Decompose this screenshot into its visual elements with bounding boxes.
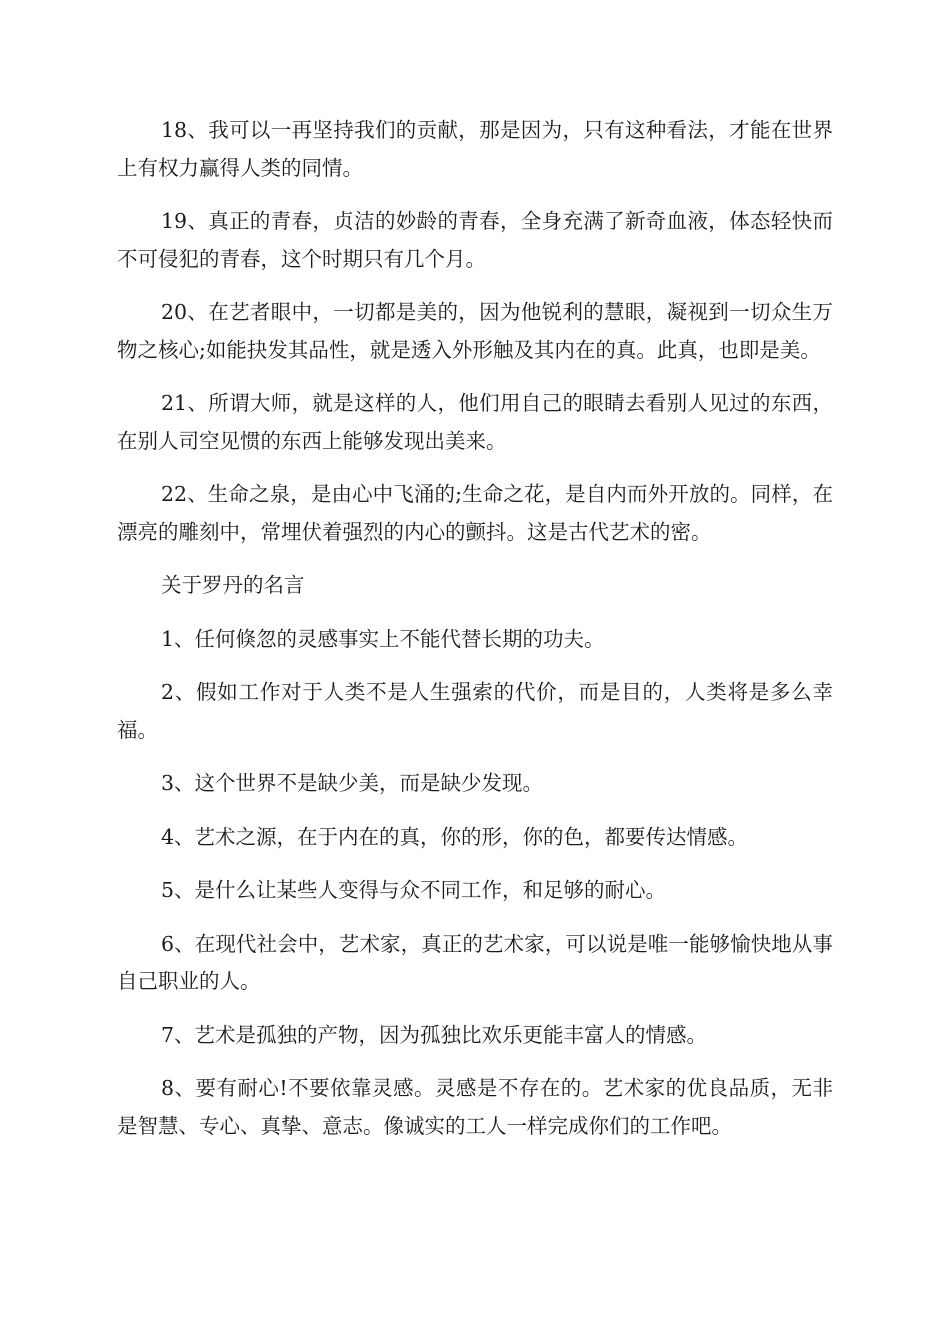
quote-paragraph-5: 5、是什么让某些人变得与众不同工作，和足够的耐心。 [161, 878, 667, 902]
section-heading: 关于罗丹的名言 [161, 573, 305, 597]
quote-paragraph-2: 2、假如工作对于人类不是人生强索的代价，而是目的，人类将是多么幸福。 [117, 680, 833, 742]
quote-paragraph-18: 18、我可以一再坚持我们的贡献，那是因为，只有这种看法，才能在世界上有权力赢得人类的同情。 [117, 118, 833, 180]
quote-paragraph-6: 6、在现代社会中，艺术家，真正的艺术家，可以说是唯一能够愉快地从事自己职业的人。 [117, 931, 833, 993]
quote-paragraph-7: 7、艺术是孤独的产物，因为孤独比欢乐更能丰富人的情感。 [161, 1022, 708, 1047]
quote-paragraph-4: 4、艺术之源，在于内在的真，你的形，你的色，都要传达情感。 [161, 824, 749, 849]
quote-paragraph-20: 20、在艺者眼中，一切都是美的，因为他锐利的慧眼，凝视到一切众生万物之核心;如能抉发其品性，就是透入外形触及其内在的真。此真，也即是美。 [117, 300, 833, 362]
document-body [117, 112, 833, 1161]
quote-paragraph-19: 19、真正的青春，贞洁的妙龄的青春，全身充满了新奇血液，体态轻快而不可侵犯的青春，这个时期只有几个月。 [117, 209, 833, 271]
quote-paragraph-3: 3、这个世界不是缺少美，而是缺少发现。 [161, 771, 544, 795]
quote-paragraph-8: 8、要有耐心!不要依靠灵感。灵感是不存在的。艺术家的优良品质，无非是智慧、专心、真挚、意志。像诚实的工人一样完成你们的工作吧。 [117, 1076, 833, 1138]
quote-paragraph-21: 21、所谓大师，就是这样的人，他们用自己的眼睛去看别人见过的东西，在别人司空见惯的东西上能够发现出美来。 [117, 391, 833, 453]
quote-paragraph-1: 1、任何倏忽的灵感事实上不能代替长期的功夫。 [161, 626, 605, 651]
quote-paragraph-22: 22、生命之泉，是由心中飞涌的;生命之花，是自内而外开放的。同样，在漂亮的雕刻中，常埋伏着强烈的内心的颤抖。这是古代艺术的密。 [117, 482, 833, 544]
